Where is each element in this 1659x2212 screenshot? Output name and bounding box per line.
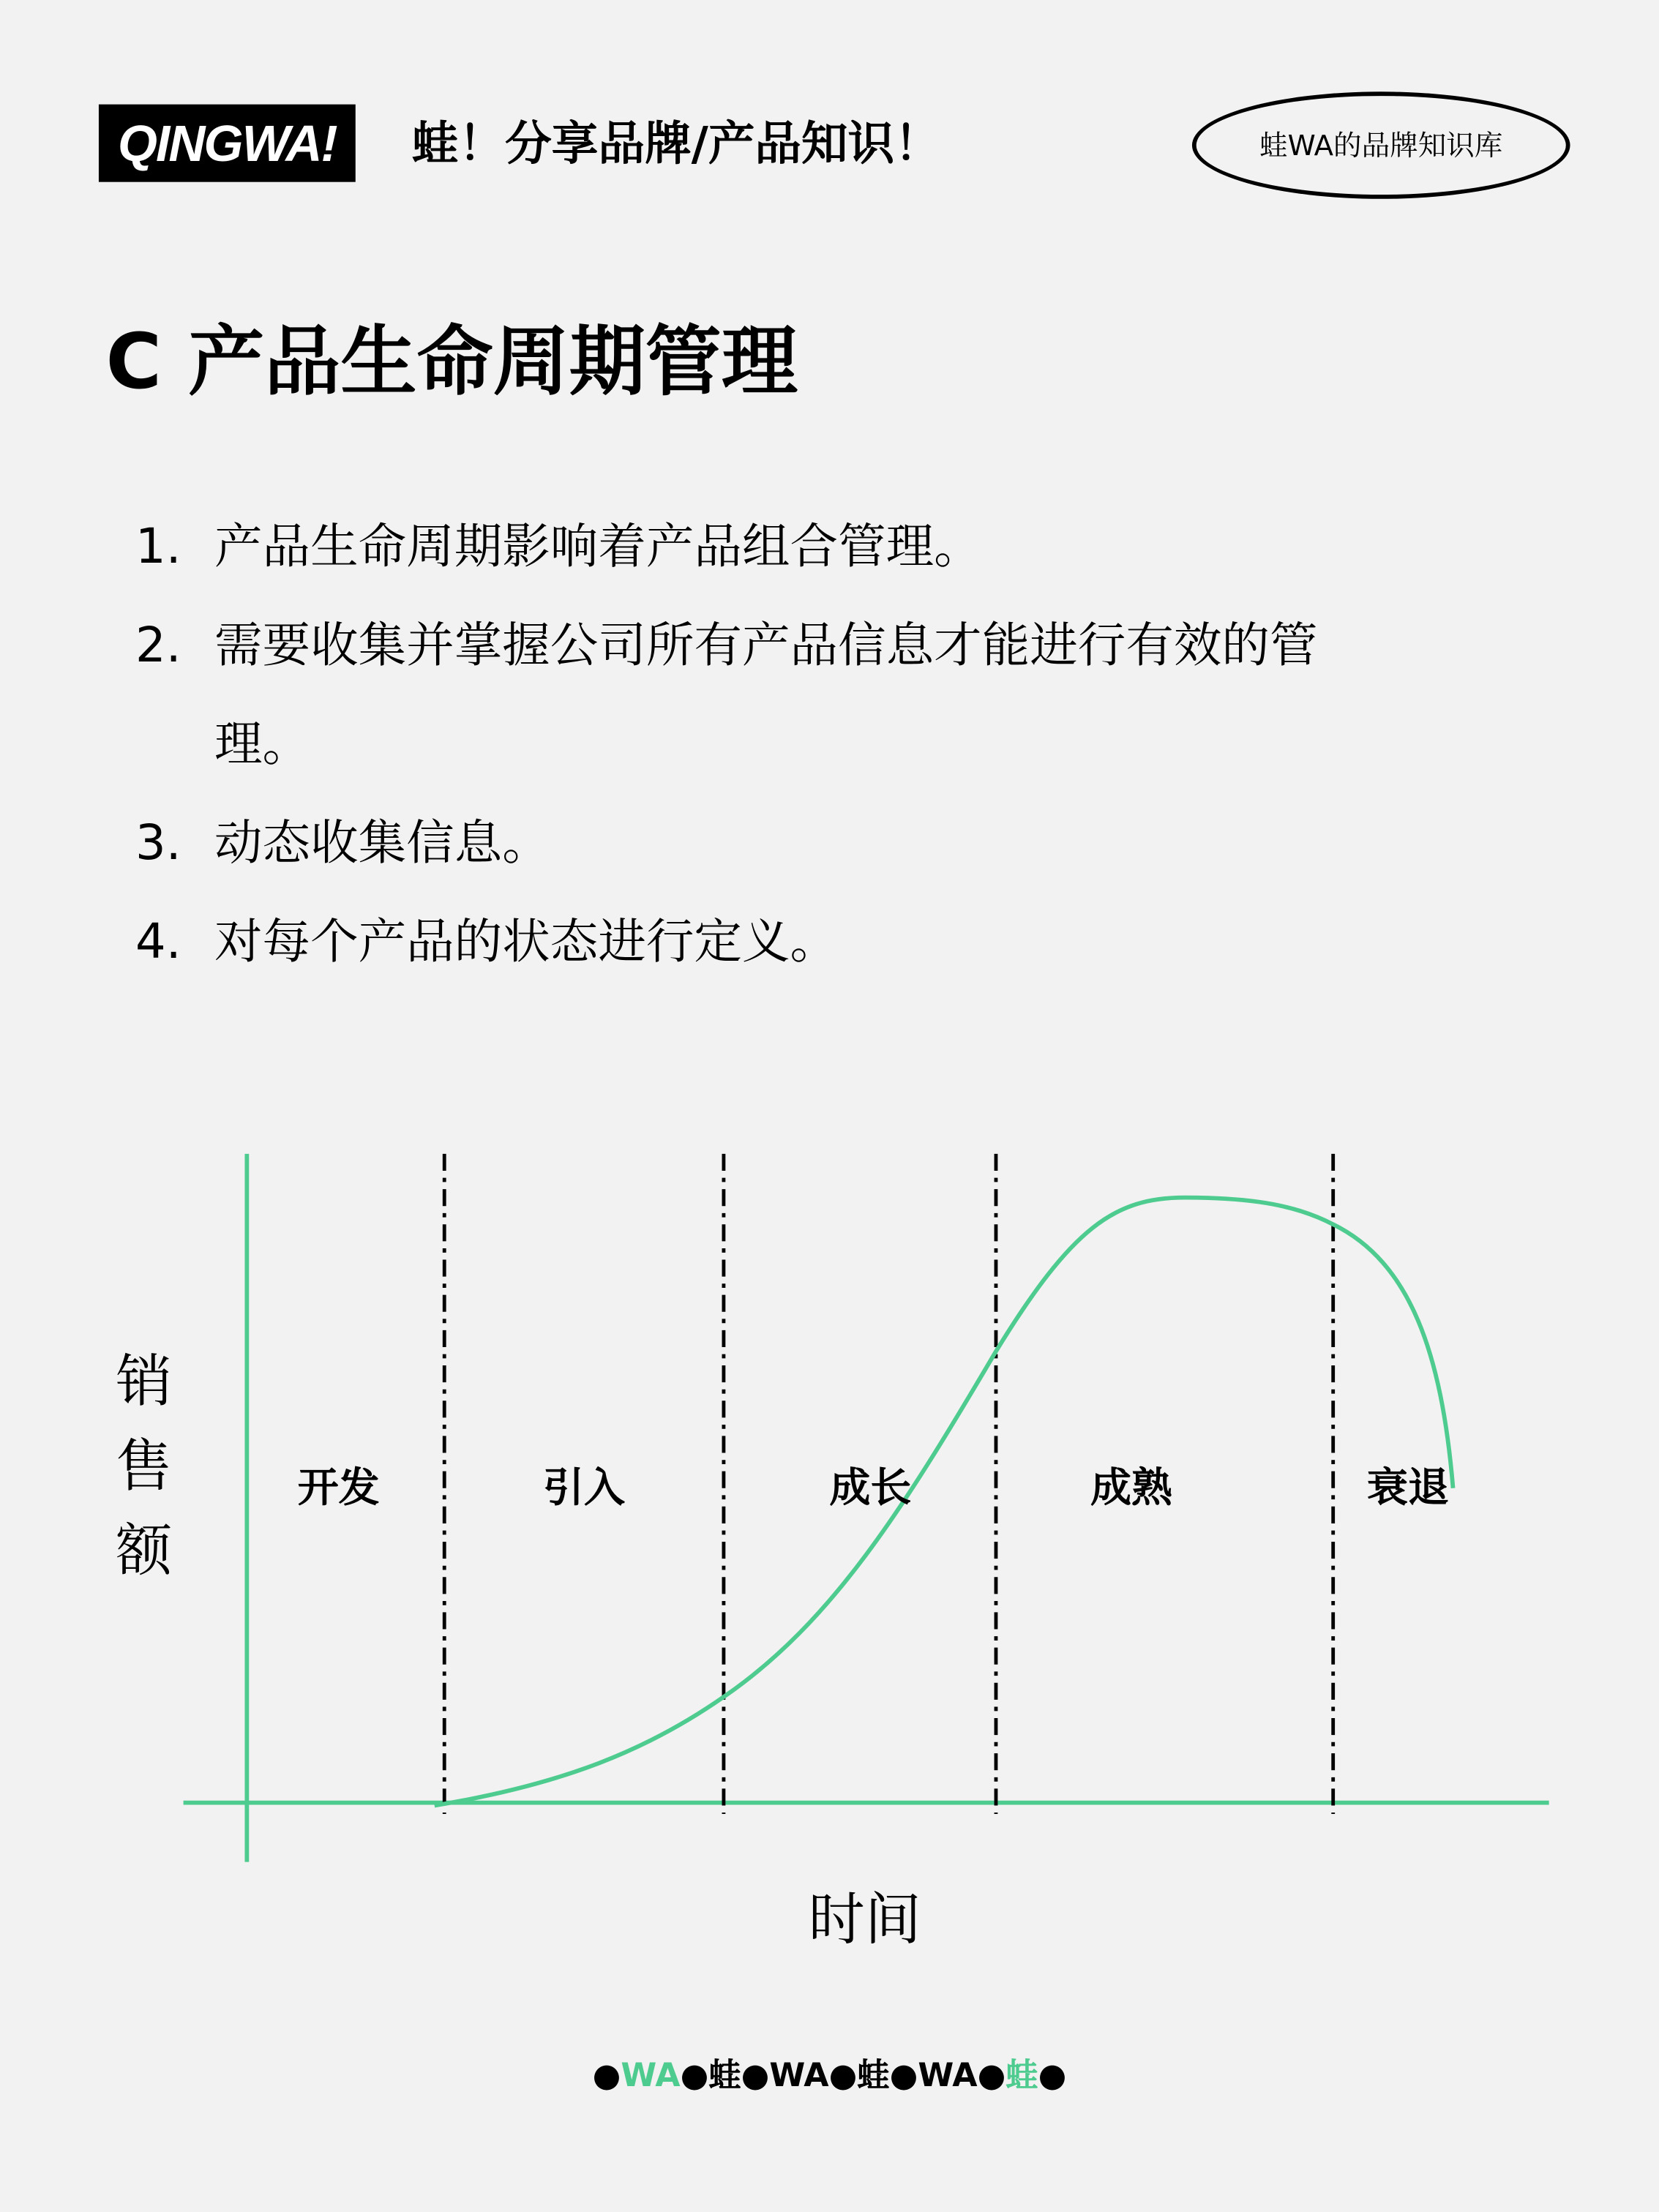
logo: QINGWA! (99, 105, 356, 182)
stage-label: 开发 (297, 1463, 380, 1512)
dot: ● (741, 2058, 770, 2095)
stage-label: 成熟 (1090, 1463, 1172, 1512)
footer-text: WA (621, 2058, 681, 2095)
stage-label: 成长 (829, 1463, 912, 1512)
list-number: 3. (135, 815, 181, 872)
list-text: 对每个产品的状态进行定义。 (214, 914, 839, 971)
stage-label: 衰退 (1366, 1463, 1449, 1512)
stage-label: 引入 (543, 1463, 625, 1512)
page-title: C 产品生命周期管理 (105, 317, 798, 407)
footer-text: 蛙 (857, 2058, 890, 2095)
footer-text: 蛙 (1005, 2058, 1038, 2095)
dot: ● (889, 2058, 918, 2095)
footer-text: 蛙 (708, 2058, 741, 2095)
list-number: 4. (135, 914, 181, 971)
dot: ● (680, 2058, 709, 2095)
footer-text: WA (769, 2058, 829, 2095)
list-text: 产品生命周期影响着产品组合管理。 (214, 519, 982, 576)
list-number: 1. (135, 519, 181, 576)
footer-banner (0, 2052, 1659, 2101)
list-number: 2. (135, 618, 181, 675)
brand-badge: 蛙WA的品牌知识库 (1192, 91, 1570, 199)
list-text: 理。 (214, 716, 311, 773)
footer-text: WA (918, 2058, 978, 2095)
dot: ● (828, 2058, 858, 2095)
y-axis-label: 销售额 (116, 1349, 173, 1584)
dot: ● (977, 2058, 1006, 2095)
dot: ● (592, 2058, 621, 2095)
dot: ● (1038, 2058, 1067, 2095)
headline: 蛙！分享品牌/产品知识！ (411, 116, 941, 171)
list-text: 动态收集信息。 (214, 815, 550, 872)
x-axis-label: 时间 (808, 1888, 921, 1953)
list-text: 需要收集并掌握公司所有产品信息才能进行有效的管 (214, 618, 1318, 675)
